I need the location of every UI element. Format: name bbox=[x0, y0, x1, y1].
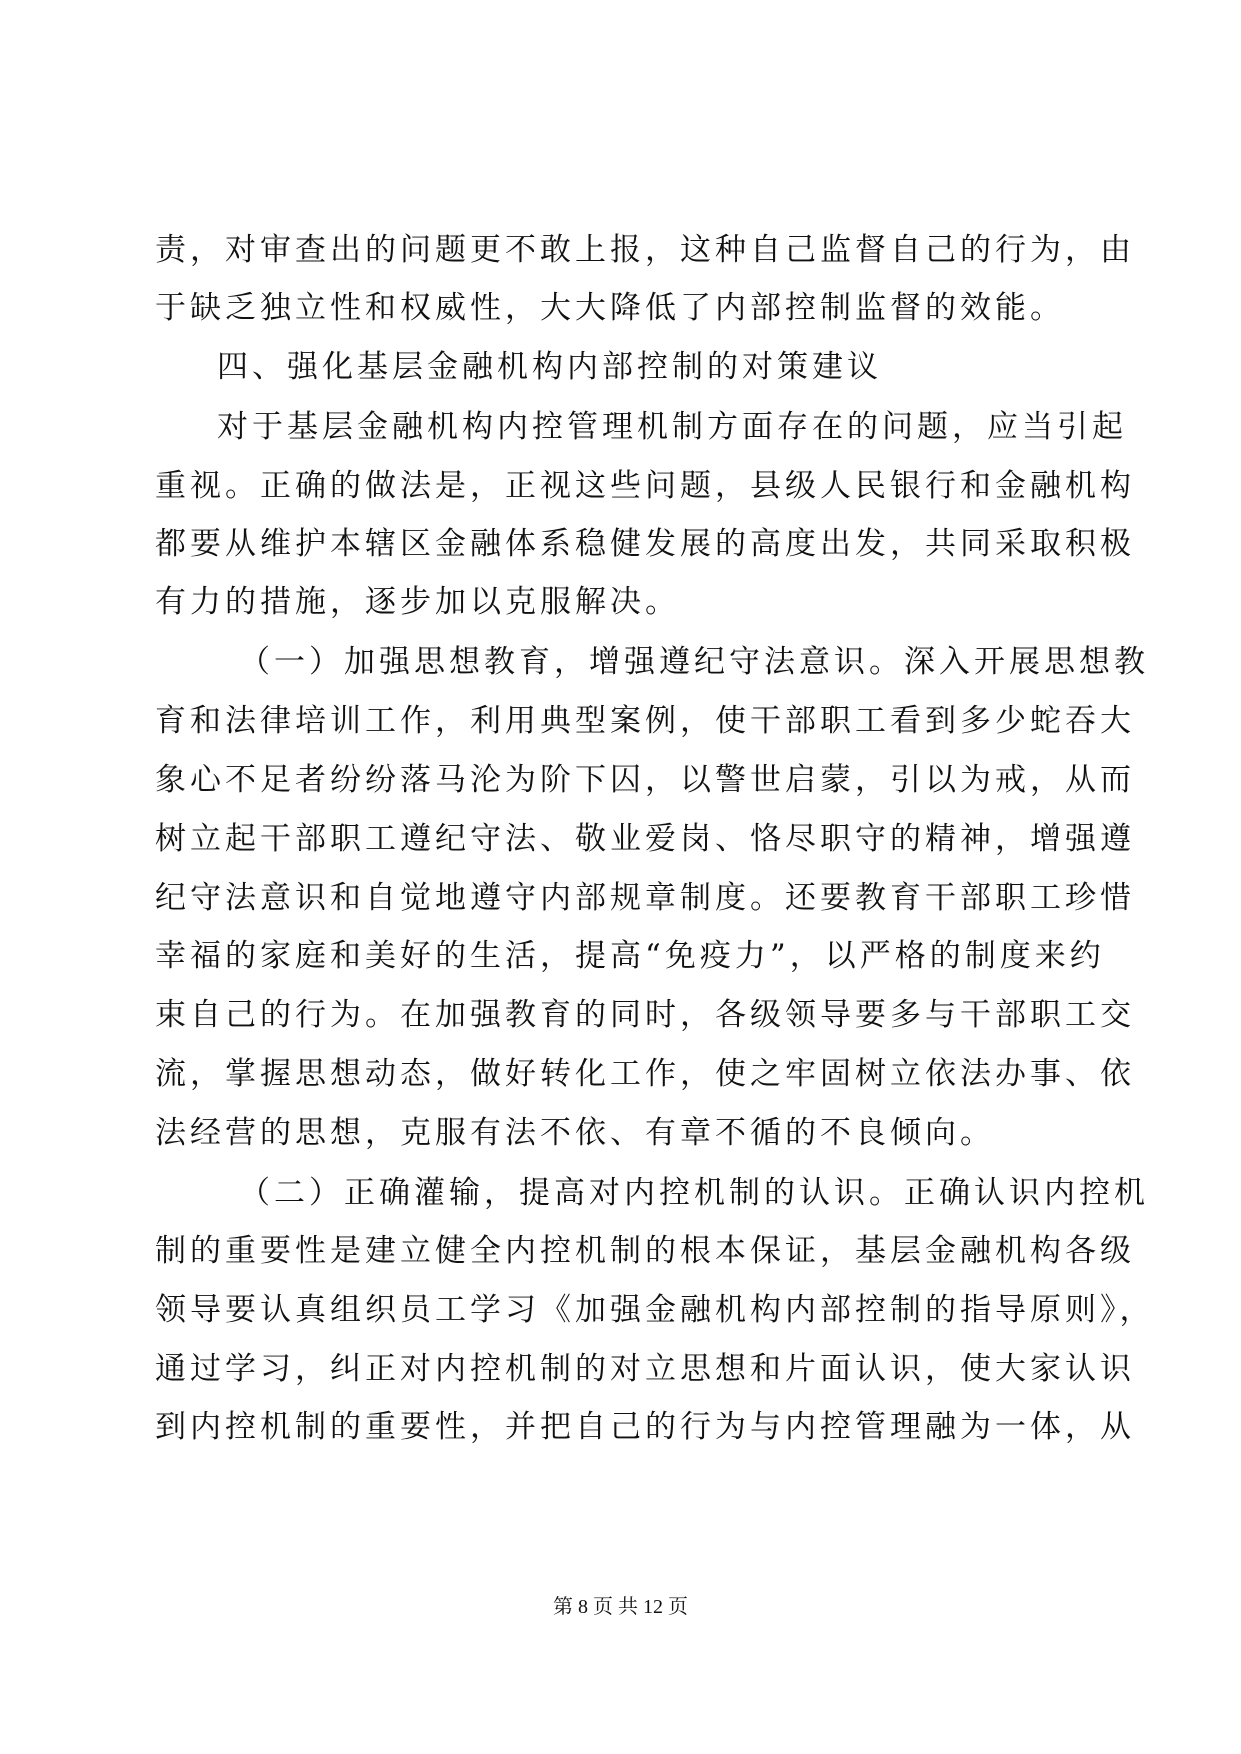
text-line: 流，掌握思想动态，做好转化工作，使之牢固树立依法办事、依 bbox=[155, 1056, 1135, 1092]
text-line: 于缺乏独立性和权威性，大大降低了内部控制监督的效能。 bbox=[155, 290, 1065, 326]
text-line: 有力的措施，逐步加以克服解决。 bbox=[155, 584, 680, 620]
text-line: 象心不足者纷纷落马沦为阶下囚，以警世启蒙，引以为戒，从而 bbox=[155, 762, 1135, 798]
text-line: 幸福的家庭和美好的生活，提高“免疫力”，以严格的制度来约 bbox=[155, 938, 1105, 974]
text-line: 通过学习，纠正对内控机制的对立思想和片面认识，使大家认识 bbox=[155, 1351, 1135, 1387]
text-line: 重视。正确的做法是，正视这些问题，县级人民银行和金融机构 bbox=[155, 468, 1135, 504]
text-line: 法经营的思想，克服有法不依、有章不循的不良倾向。 bbox=[155, 1115, 995, 1151]
page-footer: 第 8 页 共 12 页 bbox=[553, 1596, 688, 1618]
text-line: 到内控机制的重要性，并把自己的行为与内控管理融为一体，从 bbox=[155, 1409, 1135, 1445]
text-line: 树立起干部职工遵纪守法、敬业爱岗、恪尽职守的精神，增强遵 bbox=[155, 821, 1135, 857]
text-line: 制的重要性是建立健全内控机制的根本保证，基层金融机构各级 bbox=[155, 1233, 1135, 1269]
subsection-line: （二）正确灌输，提高对内控机制的认识。正确认识内控机 bbox=[239, 1175, 1149, 1211]
text-line: 责，对审查出的问题更不敢上报，这种自己监督自己的行为，由 bbox=[155, 232, 1135, 268]
text-line: 都要从维护本辖区金融体系稳健发展的高度出发，共同采取积极 bbox=[155, 526, 1135, 562]
section-heading: 四、强化基层金融机构内部控制的对策建议 bbox=[217, 349, 882, 385]
subsection-line: （一）加强思想教育，增强遵纪守法意识。深入开展思想教 bbox=[239, 644, 1149, 680]
text-line: 纪守法意识和自觉地遵守内部规章制度。还要教育干部职工珍惜 bbox=[155, 880, 1135, 916]
text-line: 领导要认真组织员工学习《加强金融机构内部控制的指导原则》， bbox=[155, 1292, 1155, 1328]
text-line: 育和法律培训工作，利用典型案例，使干部职工看到多少蛇吞大 bbox=[155, 703, 1135, 739]
text-line: 对于基层金融机构内控管理机制方面存在的问题，应当引起 bbox=[217, 409, 1127, 445]
text-line: 束自己的行为。在加强教育的同时，各级领导要多与干部职工交 bbox=[155, 997, 1135, 1033]
